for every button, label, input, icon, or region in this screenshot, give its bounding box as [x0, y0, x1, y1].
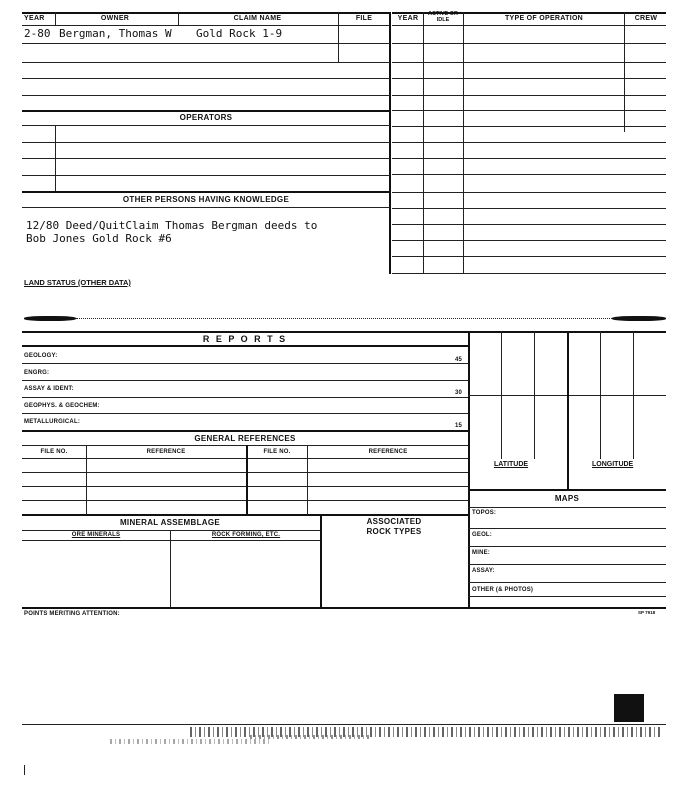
row-line — [22, 458, 468, 459]
row-line — [392, 256, 666, 257]
scan-block — [614, 694, 644, 722]
grid-line — [633, 331, 634, 459]
row-line — [22, 95, 390, 96]
longitude-label: LONGITUDE — [592, 461, 634, 468]
scan-smudge — [612, 316, 666, 321]
row-line — [22, 445, 468, 446]
col-divider — [463, 12, 464, 274]
other-persons-line1: 12/80 Deed/QuitClaim Thomas Bergman deeds to — [26, 219, 318, 232]
header-active-idle: ACTIVE OR IDLE — [428, 11, 458, 23]
col-divider — [55, 12, 56, 26]
maps-heading: MAPS — [554, 494, 580, 503]
row-line — [22, 486, 468, 487]
report-engrg: ENGRG: — [24, 370, 50, 376]
grid-line — [501, 331, 502, 459]
header-crew: CREW — [634, 15, 658, 22]
maps-other: OTHER (& PHOTOS) — [472, 587, 534, 593]
row-line — [468, 582, 666, 583]
row-line — [22, 110, 390, 112]
row-line — [392, 62, 666, 63]
row-line — [22, 125, 390, 126]
row-line — [392, 273, 666, 274]
row-line — [468, 528, 666, 529]
col-divider — [423, 12, 424, 274]
row-line — [22, 540, 320, 541]
report-metallurgical-num: 15 — [455, 423, 463, 429]
row-line — [392, 78, 666, 79]
mineral-assemblage-heading: MINERAL ASSEMBLAGE — [119, 518, 221, 527]
row-line — [22, 78, 390, 79]
row-line — [22, 62, 390, 63]
grid-line — [534, 331, 535, 459]
center-divider — [389, 12, 391, 274]
col-divider — [320, 514, 322, 608]
scan-mark — [24, 765, 25, 775]
ore-minerals-heading: ORE MINERALS — [71, 532, 121, 538]
grid-line — [600, 331, 601, 459]
col-divider — [178, 12, 179, 26]
row1-claim-name: Gold Rock 1-9 — [196, 27, 283, 40]
top-border — [22, 12, 390, 14]
report-assay: ASSAY & IDENT: — [24, 386, 74, 392]
row-line — [468, 546, 666, 547]
reports-right-divider — [468, 331, 470, 609]
section-bottom — [22, 607, 666, 609]
row-line — [392, 174, 666, 175]
header-type-of-operation: TYPE OF OPERATION — [504, 15, 584, 22]
rock-forming-heading: ROCK FORMING, ETC. — [211, 532, 281, 538]
row-line — [22, 207, 390, 208]
header-year-right: YEAR — [397, 15, 419, 22]
row-line — [22, 472, 468, 473]
header-underline — [22, 25, 390, 26]
row1-owner: Bergman, Thomas W — [59, 27, 172, 40]
row-line — [392, 192, 666, 193]
row-line — [392, 158, 666, 159]
col-divider — [86, 445, 87, 515]
rock-types-heading: ROCK TYPES — [366, 527, 422, 536]
associated-heading: ASSOCIATED — [366, 517, 422, 526]
col-divider — [170, 530, 171, 608]
row1-year: 2-80 — [24, 27, 51, 40]
row-line — [468, 564, 666, 565]
header-file: FILE — [355, 15, 373, 22]
maps-geol: GEOL: — [472, 532, 492, 538]
header-claim-name: CLAIM NAME — [233, 15, 282, 22]
col-divider — [338, 12, 339, 62]
col-divider — [624, 12, 625, 132]
maps-assay: ASSAY: — [472, 568, 495, 574]
row-line — [22, 380, 468, 381]
report-assay-num: 30 — [455, 390, 463, 396]
grid-line — [567, 331, 569, 489]
row-line — [22, 397, 468, 398]
col-reference-2: REFERENCE — [368, 449, 408, 455]
cut-line — [22, 724, 666, 725]
form-code: SP 7918 — [638, 610, 656, 615]
row-line — [22, 175, 390, 176]
scan-smudge — [24, 316, 76, 321]
row-line — [22, 500, 468, 501]
header-owner: OWNER — [100, 15, 130, 22]
row-line — [392, 95, 666, 96]
row-line — [22, 191, 390, 193]
row-line — [22, 142, 390, 143]
row-line — [22, 514, 468, 516]
row-line — [392, 110, 666, 111]
general-references-heading: GENERAL REFERENCES — [194, 434, 296, 443]
scan-noise — [250, 735, 370, 739]
header-year: YEAR — [24, 15, 45, 22]
operators-heading: OPERATORS — [179, 113, 233, 122]
row-line — [392, 240, 666, 241]
row-line — [392, 142, 666, 143]
latitude-label: LATITUDE — [494, 461, 529, 468]
row-line — [22, 43, 390, 44]
reports-top-border — [22, 331, 666, 333]
report-geology-num: 45 — [455, 357, 463, 363]
row-line — [468, 596, 666, 597]
row-line — [392, 126, 666, 127]
reports-heading: R E P O R T S — [202, 334, 288, 344]
row-line — [392, 43, 666, 44]
row-line — [22, 363, 468, 364]
row-line — [468, 489, 666, 491]
row-line — [22, 530, 320, 531]
row-line — [22, 345, 468, 347]
col-file-no-2: FILE NO. — [263, 449, 291, 455]
row-line — [468, 507, 666, 508]
col-divider — [246, 445, 248, 515]
row-line — [22, 430, 468, 432]
points-meriting-attention: POINTS MERITING ATTENTION: — [24, 611, 120, 617]
land-status-label: LAND STATUS (OTHER DATA) — [24, 278, 131, 287]
scan-noise — [110, 739, 270, 744]
other-persons-line2: Bob Jones Gold Rock #6 — [26, 232, 172, 245]
maps-topos: TOPOS: — [472, 510, 497, 516]
maps-mine: MINE: — [472, 550, 490, 556]
col-file-no-1: FILE NO. — [40, 449, 68, 455]
col-reference-1: REFERENCE — [146, 449, 186, 455]
row-line — [392, 208, 666, 209]
row-line — [22, 158, 390, 159]
row-line — [392, 224, 666, 225]
report-geophys: GEOPHYS. & GEOCHEM: — [24, 403, 100, 409]
report-metallurgical: METALLURGICAL: — [24, 419, 81, 425]
report-geology: GEOLOGY: — [24, 353, 58, 359]
col-divider — [307, 445, 308, 515]
cut-line — [76, 318, 612, 319]
other-persons-heading: OTHER PERSONS HAVING KNOWLEDGE — [122, 195, 290, 204]
row-line — [22, 413, 468, 414]
